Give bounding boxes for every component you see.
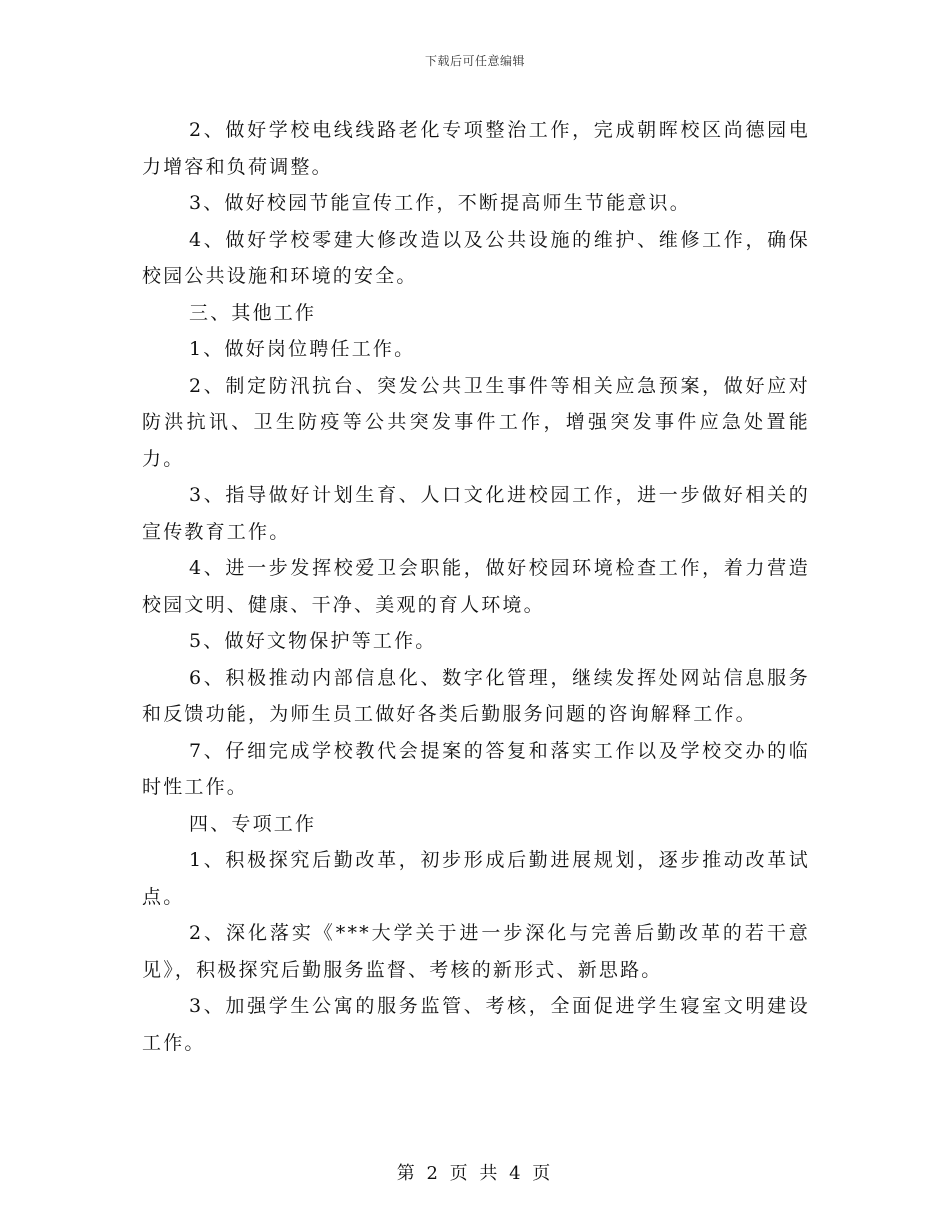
section-heading: 四、专项工作 xyxy=(189,812,317,835)
paragraph: 7、仔细完成学校教代会提案的答复和落实工作以及学校交办的临时性工作。 xyxy=(142,739,810,798)
paragraph: 1、做好岗位聘任工作。 xyxy=(189,338,416,360)
paragraph: 4、做好学校零建大修改造以及公共设施的维护、维修工作，确保校园公共设施和环境的安全。 xyxy=(142,228,810,287)
page-number-footer: 第 2 页 共 4 页 xyxy=(396,1163,554,1184)
page-header: 下载后可任意编辑 xyxy=(424,54,525,68)
paragraph: 2、深化落实《***大学关于进一步深化与完善后勤改革的若干意见》，积极探究后勤服务监督、考核的新形式、新思路。 xyxy=(142,922,810,981)
paragraph: 2、制定防汛抗台、突发公共卫生事件等相关应急预案，做好应对防洪抗讯、卫生防疫等公共突发事件工作，增强突发事件应急处置能力。 xyxy=(142,374,810,470)
paragraph: 6、积极推动内部信息化、数字化管理，继续发挥处网站信息服务和反馈功能，为师生员工做好各类后勤服务问题的咨询解释工作。 xyxy=(142,666,810,725)
paragraph: 3、做好校园节能宣传工作，不断提高师生节能意识。 xyxy=(189,192,691,214)
paragraph: 3、加强学生公寓的服务监管、考核，全面促进学生寝室文明建设工作。 xyxy=(142,995,810,1054)
paragraph: 1、积极探究后勤改革，初步形成后勤进展规划，逐步推动改革试点。 xyxy=(142,849,810,908)
paragraph: 3、指导做好计划生育、人口文化进校园工作，进一步做好相关的宣传教育工作。 xyxy=(142,484,810,543)
section-heading: 三、其他工作 xyxy=(189,301,317,324)
document-body xyxy=(142,112,810,1061)
paragraph: 2、做好学校电线线路老化专项整治工作，完成朝晖校区尚德园电力增容和负荷调整。 xyxy=(142,119,810,178)
paragraph: 4、进一步发挥校爱卫会职能，做好校园环境检查工作，着力营造校园文明、健康、干净、美观的育人环境。 xyxy=(142,557,810,616)
paragraph: 5、做好文物保护等工作。 xyxy=(189,630,437,652)
